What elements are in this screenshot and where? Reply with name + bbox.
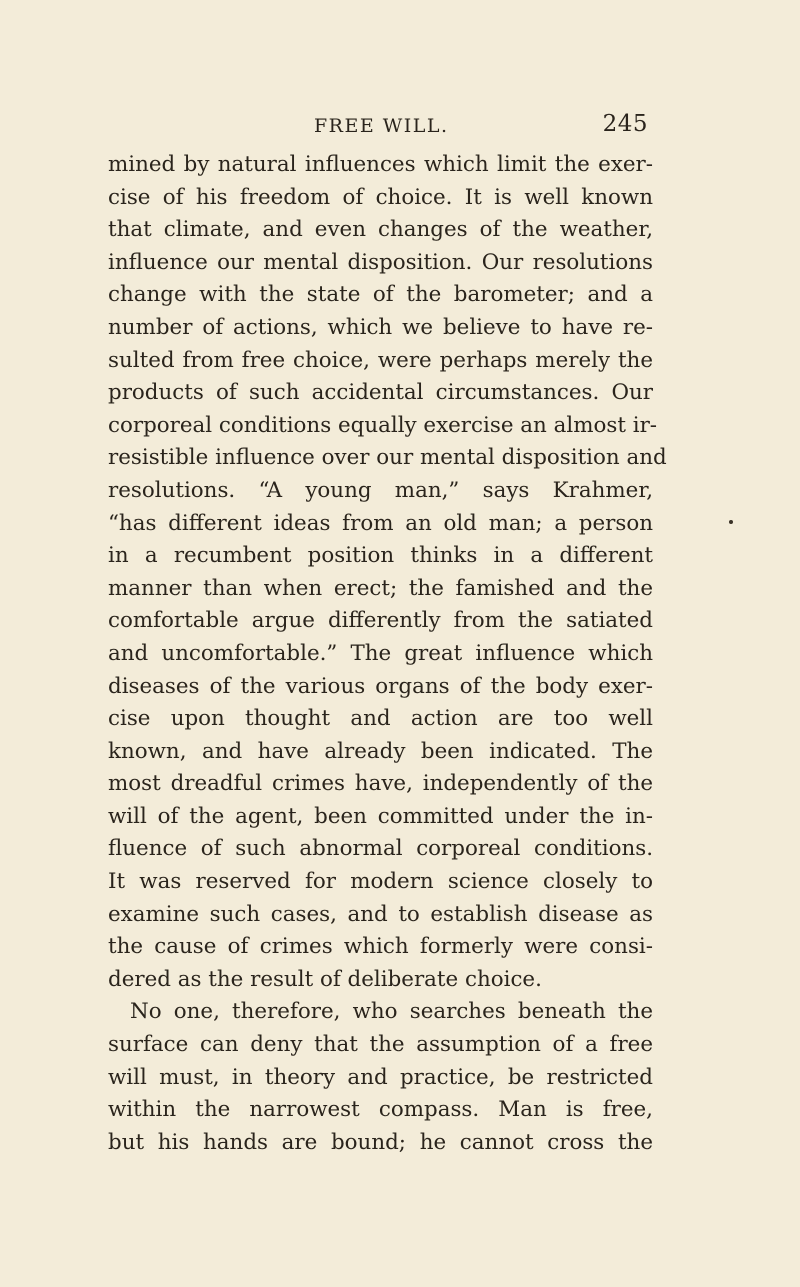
text-line: change with the state of the barometer; and a bbox=[108, 282, 653, 308]
text-line: mined by natural influences which limit the exer- bbox=[108, 152, 653, 177]
text-line: sulted from free choice, were perhaps merely the bbox=[108, 347, 653, 373]
text-line: examine such cases, and to establish disease as bbox=[108, 901, 653, 927]
text-line: resolutions. “A young man,” says Krahmer, bbox=[108, 477, 653, 503]
text-line: number of actions, which we believe to have re- bbox=[108, 314, 653, 340]
text-line: within the narrowest compass. Man is free, bbox=[108, 1097, 653, 1123]
text-line: diseases of the various organs of the body exer- bbox=[108, 673, 653, 699]
text-line: but his hands are bound; he cannot cross the bbox=[108, 1129, 653, 1155]
page-number: 245 bbox=[602, 111, 648, 137]
text-line: corporeal conditions equally exercise an almost ir- bbox=[108, 412, 658, 438]
stray-ink-mark bbox=[729, 520, 733, 524]
text-line: manner than when erect; the famished and the bbox=[108, 575, 653, 601]
running-head bbox=[108, 111, 648, 145]
text-line: “has different ideas from an old man; a person bbox=[108, 510, 653, 536]
text-line: surface can deny that the assumption of a free bbox=[108, 1032, 653, 1058]
text-line: will of the agent, been committed under the in- bbox=[108, 803, 653, 829]
text-line: and uncomfortable.” The great influence which bbox=[108, 640, 653, 666]
body-text bbox=[108, 149, 667, 1159]
text-line: It was reserved for modern science closely to bbox=[108, 869, 653, 895]
text-line: most dreadful crimes have, independently of the bbox=[108, 771, 653, 797]
text-line: cise of his freedom of choice. It is well known bbox=[108, 184, 653, 210]
text-line: that climate, and even changes of the weather, bbox=[108, 217, 653, 243]
text-line: fluence of such abnormal corporeal conditions. bbox=[108, 836, 653, 862]
header-title: FREE WILL. bbox=[314, 115, 449, 137]
text-line: comfortable argue differently from the satiated bbox=[108, 608, 653, 634]
text-line: in a recumbent position thinks in a different bbox=[108, 543, 653, 569]
text-line: dered as the result of deliberate choice. bbox=[108, 966, 542, 992]
text-line: will must, in theory and practice, be restricted bbox=[108, 1064, 653, 1090]
text-line: resistible influence over our mental disposition and bbox=[108, 445, 667, 471]
text-line: No one, therefore, who searches beneath the bbox=[130, 999, 653, 1025]
text-line: products of such accidental circumstances. Our bbox=[108, 380, 653, 406]
text-line: influence our mental disposition. Our resolutions bbox=[108, 249, 653, 275]
text-line: cise upon thought and action are too well bbox=[108, 706, 653, 732]
text-line: the cause of crimes which formerly were consi- bbox=[108, 934, 653, 960]
text-line: known, and have already been indicated. The bbox=[108, 738, 653, 764]
